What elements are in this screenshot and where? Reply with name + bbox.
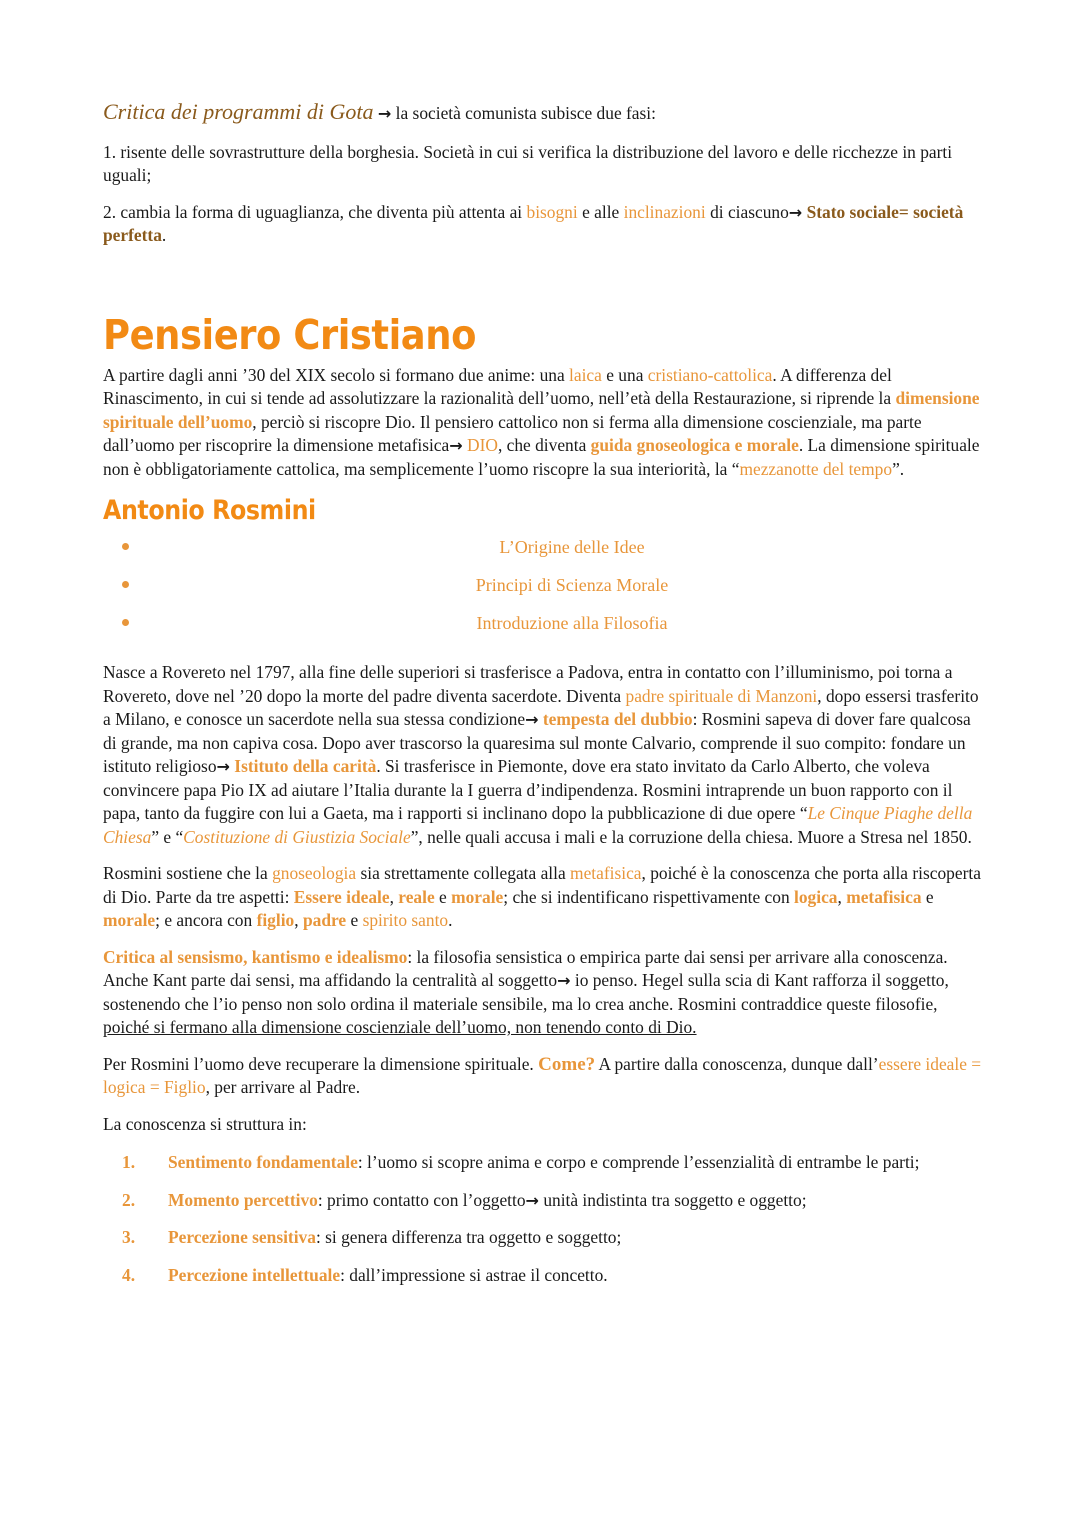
text-span: .: [448, 910, 453, 930]
highlight-cristiano-cattolica: cristiano-cattolica: [647, 364, 773, 385]
highlight-padre: padre: [302, 910, 347, 930]
highlight-cinque-piaghe: Le Cinque Piaghe della Chiesa: [103, 803, 973, 847]
text-span: ; che si indentificano rispettivamente con: [503, 886, 790, 907]
text-span: : la filosofia sensistica o empirica parte dai sensi per arrivare alla conoscenza. Anche Kant parte dai sensi, ma affidando la centralità al soggetto: [103, 946, 948, 990]
arrow-icon: →: [525, 1190, 539, 1210]
step-text: : dall’impressione si astrae il concetto.: [340, 1264, 608, 1285]
step-number: 4.: [122, 1264, 136, 1285]
text-span: Per Rosmini l’uomo deve recuperare la dimensione spirituale.: [103, 1053, 534, 1074]
highlight-stato-sociale: Stato sociale= società perfetta: [103, 201, 964, 245]
step-text: unità indistinta tra soggetto e oggetto;: [543, 1189, 807, 1210]
section-paragraph: [103, 364, 983, 482]
arrow-icon: →: [216, 757, 230, 776]
works-list: [103, 534, 983, 648]
list-item: [103, 1264, 983, 1288]
step-term: Percezione intellettuale: [168, 1264, 341, 1285]
document-page: [103, 100, 983, 1301]
text-span: . Si trasferisce in Piemonte, dove era stato invitato da Carlo Alberto, che voleva convincere papa Pio IX ad aiutare l’Italia durante la I guerra d’indipendenza. Rosmini intraprende un buon rapporto con il papa, tanto da fuggire con lui a Gaeta, ma i rapporti si inclinano dopo la pubblicazione di due opere “: [103, 756, 953, 823]
highlight-morale-2: morale: [103, 910, 156, 930]
step-text: : l’uomo si scopre anima e corpo e comprende l’essenzialità di entrambe le parti;: [357, 1152, 920, 1172]
text-span: ,: [837, 886, 842, 907]
arrow-icon: →: [377, 104, 392, 123]
highlight-gnoseologia: gnoseologia: [272, 863, 357, 883]
text-span: , per arrivare al Padre.: [205, 1077, 361, 1097]
highlight-costituzione: Costituzione di Giustizia Sociale: [183, 826, 411, 847]
highlight-laica: laica: [569, 364, 602, 385]
text-span: ” e “: [151, 826, 184, 847]
highlight-logica: logica: [794, 886, 838, 907]
highlight-morale: morale: [451, 886, 504, 907]
intro-title: Critica dei programmi di Gota: [103, 99, 374, 124]
highlight-essere-ideale-logica: essere ideale = logica = Figlio: [103, 1053, 982, 1097]
step-term: Momento percettivo: [168, 1189, 318, 1210]
text-span: , poiché è la conoscenza che porta alla riscoperta di Dio. Parte da tre aspetti:: [103, 863, 981, 907]
highlight-guida: guida gnoseologica e morale: [590, 435, 799, 455]
text-span: 2. cambia la forma di uguaglianza, che diventa più attenta ai: [103, 201, 523, 222]
step-term: Sentimento fondamentale: [168, 1152, 358, 1172]
highlight-inclinazioni: inclinazioni: [623, 201, 706, 222]
highlight-come: Come?: [538, 1053, 596, 1075]
text-span: A partire dalla conoscenza, dunque dall’: [598, 1053, 879, 1074]
intro-text: la società comunista subisce due fasi:: [395, 103, 656, 123]
text-span: di ciascuno: [710, 201, 789, 222]
intro-item-2: [103, 201, 983, 248]
list-item: [103, 1151, 983, 1175]
work-title: L’Origine delle Idee: [499, 537, 645, 557]
text-span: , che diventa: [497, 435, 587, 455]
gnoseologia-paragraph: [103, 862, 983, 933]
arrow-icon: →: [557, 971, 571, 990]
step-text: : si genera differenza tra oggetto e soggetto;: [315, 1227, 622, 1247]
highlight-essere-ideale: Essere ideale: [293, 886, 390, 907]
text-span: : Rosmini sapeva di dover fare qualcosa di grande, ma non capiva cosa. Dopo aver trascorso la quaresima sul monte Calvario, comprende il suo compito: fondare un istituto religioso: [103, 709, 971, 776]
arrow-icon: →: [788, 202, 803, 222]
text-span: io penso. Hegel sulla scia di Kant rafforza il soggetto, sostenendo che l’io penso non solo ordina il materiale sensibile, ma lo crea anche. Rosmini contraddice queste filosofie,: [103, 970, 949, 1014]
spirituale-paragraph: [103, 1053, 983, 1100]
step-text: : primo contatto con l’oggetto: [317, 1189, 526, 1210]
highlight-dimensione-spirituale: dimensione spirituale dell’uomo: [103, 388, 980, 432]
step-term: Percezione sensitiva: [168, 1227, 316, 1247]
list-item: [103, 1226, 983, 1250]
intro-heading-line: [103, 100, 983, 126]
text-span: e: [925, 886, 934, 907]
text-span: e una: [606, 364, 644, 385]
work-title: Introduzione alla Filosofia: [476, 613, 668, 633]
arrow-icon: →: [525, 710, 539, 729]
text-span: Rosmini sostiene che la: [103, 863, 268, 883]
rosmini-title: Antonio Rosmini: [103, 495, 316, 526]
intro-item-1: 1. risente delle sovrastrutture della borghesia. Società in cui si verifica la distribuzione del lavoro e delle ricchezze in parti uguali;: [103, 141, 953, 185]
text-span: e: [439, 886, 447, 907]
text-span: e alle: [582, 201, 620, 222]
text-span: , dopo essersi trasferito a Milano, e conosce un sacerdote nella sua stessa condizione: [103, 685, 979, 729]
text-span: , perciò si riscopre Dio. Il pensiero cattolico non si ferma alla dimensione coscienziale, ma parte dall’uomo per riscoprire la dimensione metafisica: [103, 411, 922, 455]
text-span: A partire dagli anni ’30 del XIX secolo si formano due anime: una: [103, 364, 565, 385]
list-item: [103, 610, 983, 648]
list-item: [103, 1189, 983, 1213]
work-title: Principi di Scienza Morale: [475, 575, 669, 595]
text-span: ,: [294, 910, 299, 930]
text-span: ”, nelle quali accusa i mali e la corruzione della chiesa. Muore a Stresa nel 1850.: [410, 826, 972, 847]
highlight-critica: Critica al sensismo, kantismo e idealismo: [103, 946, 408, 967]
highlight-dio: DIO: [467, 435, 498, 455]
arrow-icon: →: [449, 436, 463, 455]
list-item: [103, 534, 983, 572]
text-span: ,: [389, 886, 394, 907]
highlight-reale: reale: [398, 886, 435, 907]
highlight-metafisica: metafisica: [570, 863, 642, 883]
highlight-metafisica-2: metafisica: [846, 886, 922, 907]
struttura-line: La conoscenza si struttura in:: [103, 1113, 307, 1134]
steps-list: [103, 1151, 983, 1287]
text-span: Nasce a Rovereto nel 1797, alla fine delle superiori si trasferisce a Padova, entra in contatto con l’illuminismo, poi torna a Rovereto, dove nel ’20 dopo la morte del padre diventa sacerdote. Diventa: [103, 662, 953, 706]
highlight-padre-spirituale: padre spirituale di Manzoni: [625, 685, 818, 706]
section-title: Pensiero Cristiano: [103, 310, 476, 359]
highlight-bisogni: bisogni: [526, 201, 578, 222]
text-span: e: [350, 910, 359, 930]
text-span: . A differenza del Rinascimento, in cui si tende ad assolutizzare la razionalità dell’uomo, nell’età della Restaurazione, si riprende la: [103, 364, 892, 408]
underlined-text: poiché si fermano alla dimensione coscienziale dell’uomo, non tenendo conto di Dio.: [103, 1017, 697, 1037]
text-span: ”.: [892, 458, 905, 479]
highlight-figlio: figlio: [256, 910, 295, 930]
highlight-istituto: Istituto della carità: [234, 756, 377, 776]
critica-paragraph: [103, 946, 983, 1040]
bio-paragraph: [103, 661, 983, 849]
list-item: [103, 572, 983, 610]
text-span: sia strettamente collegata alla: [360, 863, 566, 883]
text-span: . La dimensione spirituale non è obbligatoriamente cattolica, ma semplicemente l’uomo riscopre la sua interiorità, la “: [103, 435, 980, 479]
step-number: 1.: [122, 1152, 136, 1172]
highlight-tempesta: tempesta del dubbio: [542, 709, 693, 729]
text-span: .: [161, 225, 167, 245]
highlight-spirito-santo: spirito santo: [362, 910, 449, 930]
text-span: ; e ancora con: [155, 910, 253, 930]
step-number: 2.: [122, 1189, 136, 1210]
step-number: 3.: [122, 1227, 136, 1247]
highlight-mezzanotte: mezzanotte del tempo: [739, 458, 893, 479]
